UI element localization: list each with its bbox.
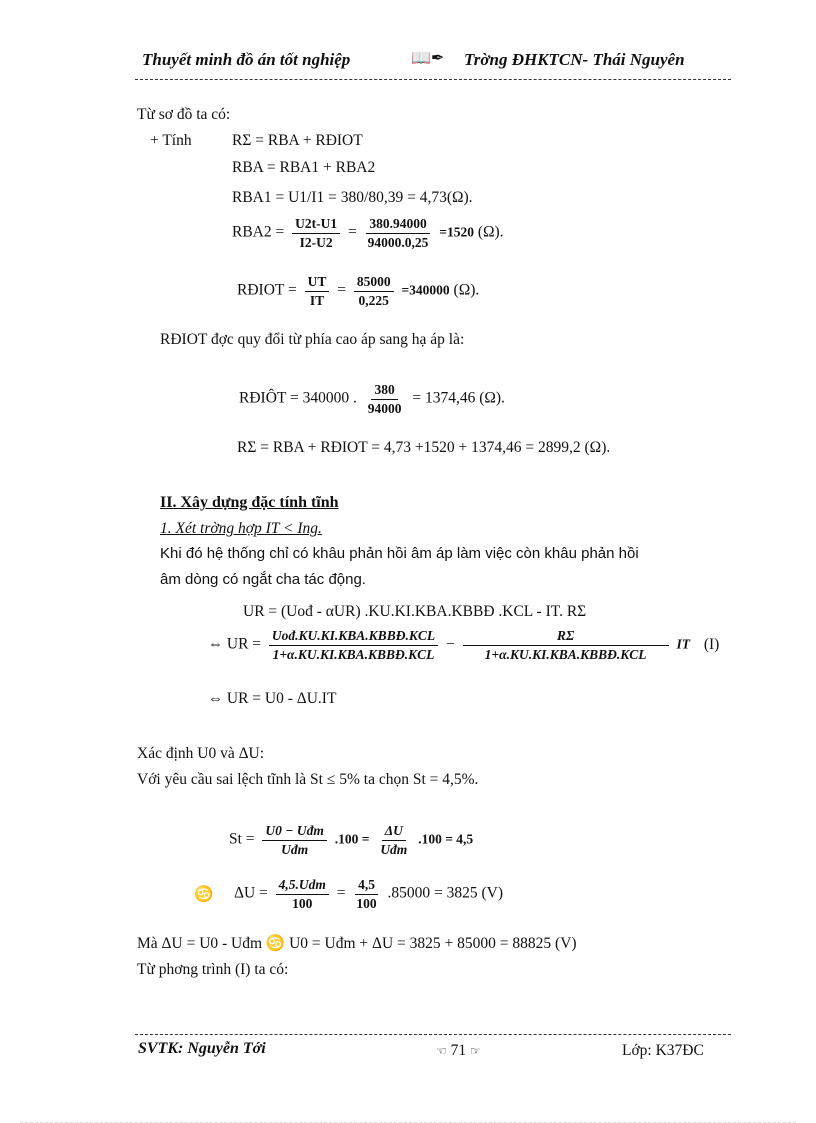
conversion-note: RĐIOT đợc quy đổi từ phía cao áp sang hạ áp là: (160, 331, 465, 348)
implies-icon: ♋ (194, 886, 214, 903)
eq-st: St = $\frac{\text{U0 − Uđm}}{\text{Uđm}}$ .100 = $\frac{\Delta U}{\text{Uđm}}$ .100 = 4,5 (229, 823, 474, 857)
hand-left-icon: ☜ (436, 1044, 447, 1058)
book-pen-icon: 📖✒ (411, 50, 445, 67)
paragraph-line-2: âm dòng có ngắt cha tác động. (160, 571, 366, 588)
eq-rba2: RBA2 = $\frac{U2t-U1}{I2-U2}$ = $\frac{380.94000}{94000.0,25}$ =1520 (Ω). (232, 216, 504, 250)
footer-page: ☜ 71 ☞ (436, 1042, 481, 1059)
closing-text: Từ phơng trình (I) ta có: (137, 961, 289, 978)
determine-text: Xác định U0 và ΔU: (137, 745, 265, 762)
eq-ur: UR = (Uođ - αUR) .KU.KI.KBA.KBBĐ .KCL - IT. RΣ (243, 603, 587, 620)
eq-rba: RBA = RBA1 + RBA2 (232, 159, 376, 176)
eq-rba1: RBA1 = U1/I1 = 380/80,39 = 4,73(Ω). (232, 189, 473, 206)
footer-student: SVTK: Nguyễn Tới (138, 1040, 266, 1057)
section-heading: II. Xây dựng đặc tính tĩnh (160, 494, 339, 511)
paragraph-line-1: Khi đó hệ thống chỉ có khâu phản hồi âm áp làm việc còn khâu phản hồi (160, 545, 639, 562)
hand-right-icon: ☞ (470, 1044, 481, 1058)
eq-delta-u: ΔU = $\frac{\text{4,5.Udm}}{100}$ = $\frac{4,5}{100}$ .85000 = 3825 (V) (234, 877, 504, 911)
subsection-heading: 1. Xét trờng hợp IT < Ing. (160, 520, 322, 537)
footer-divider (135, 1034, 731, 1035)
eq-r-sum: RΣ = RBA + RĐIOT (232, 132, 363, 149)
header-divider (135, 79, 731, 80)
eq-ur-simplified: ⇔ UR = U0 - ΔU.IT (208, 690, 337, 707)
eq-rdiot: RĐIOT = $\frac{UT}{IT}$ = $\frac{85000}{0,225}$ =340000 (Ω). (237, 274, 480, 308)
header-left: Thuyết minh đồ án tốt nghiệp (142, 50, 351, 69)
header-right: Trờng ĐHKTCN- Thái Nguyên (464, 50, 685, 69)
tinh-label: + Tính (150, 132, 192, 149)
equivalence-icon: ⇔ (208, 690, 223, 707)
footer-class: Lớp: K37ĐC (622, 1042, 704, 1059)
requirement-text: Với yêu cầu sai lệch tĩnh là St ≤ 5% ta chọn St = 4,5%. (137, 771, 479, 788)
eq-r-sum-total: RΣ = RBA + RĐIOT = 4,73 +1520 + 1374,46 = 2899,2 (Ω). (237, 439, 611, 456)
eq-rdiot-converted: RĐIÔT = 340000 . $\frac{380}{94000}$ = 1374,46 (Ω). (239, 382, 505, 416)
equivalence-icon: ⇔ (208, 635, 223, 653)
eq-ur-expanded: ⇔ UR = $\frac{\text{Uođ.KU.KI.KBA.KBBĐ.KCL}}{\text{1+α.KU.KI.KBA.KBBĐ.KCL}}$ − $\frac{R\Sigma}{\text{1+α.KU.KI.KBA.KBBĐ.KCL}}$ IT (I) (208, 628, 720, 662)
eq-u0: Mà ΔU = U0 - Uđm ♋ U0 = Uđm + ΔU = 3825 + 85000 = 88825 (V) (137, 935, 577, 952)
intro-text: Từ sơ đồ ta có: (137, 106, 231, 123)
